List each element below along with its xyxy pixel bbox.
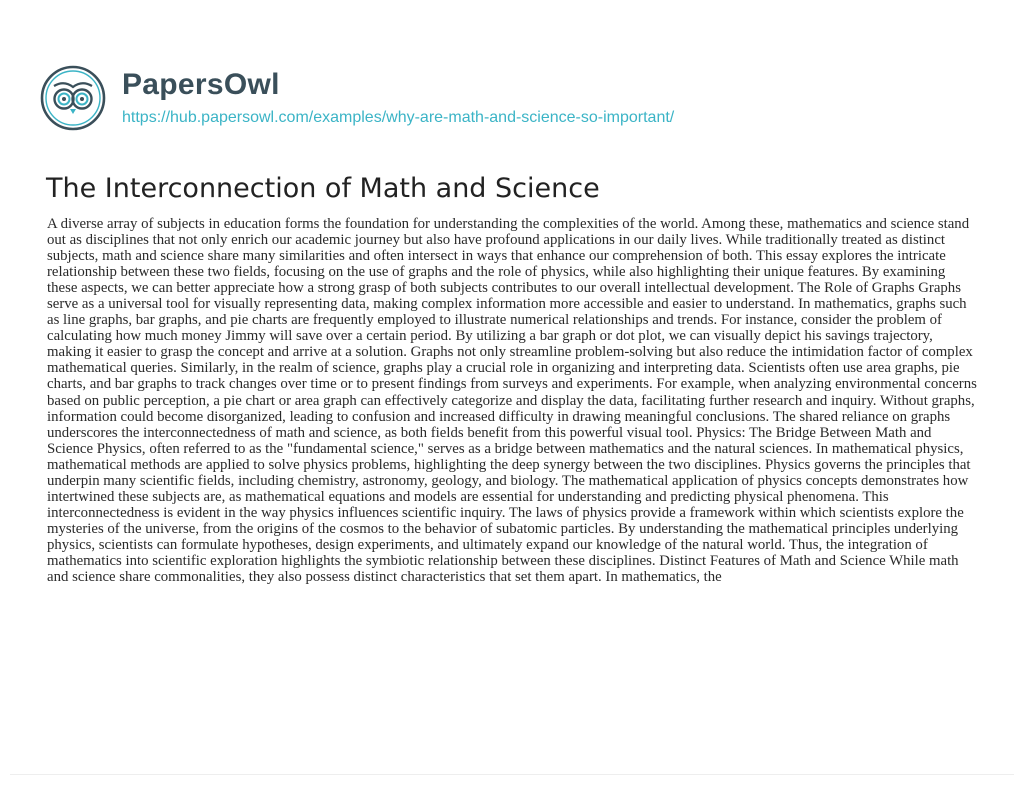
site-header bbox=[40, 53, 674, 143]
article-title: The Interconnection of Math and Science bbox=[46, 173, 600, 204]
brand-block bbox=[122, 67, 674, 129]
bottom-divider bbox=[10, 774, 1014, 775]
source-url-link[interactable]: https://hub.papersowl.com/examples/why-are-math-and-science-so-important/ bbox=[122, 109, 675, 126]
brand-name[interactable]: PapersOwl bbox=[122, 68, 280, 101]
owl-logo-icon bbox=[40, 65, 106, 131]
article-body: A diverse array of subjects in education forms the foundation for understanding the complexities of the world. Among these, mathematics and science stand out as disciplines that not only enrich our academic journey but also have profound applications in our daily lives. While traditionally treated as distinct subjects, math and science share many similarities and often intersect in ways that enhance our comprehension of both. This essay explores the intricate relationship between these two fields, focusing on the use of graphs and the role of physics, while also highlighting their unique features. By examining these aspects, we can better appreciate how a strong grasp of both subjects contributes to our overall intellectual development. The Role of Graphs Graphs serve as a universal tool for visually representing data, making complex information more accessible and easier to understand. In mathematics, graphs such as line graphs, bar graphs, and pie charts are frequently employed to illustrate numerical relationships and trends. For instance, consider the problem of calculating how much money Jimmy will save over a certain period. By utilizing a bar graph or dot plot, we can visually depict his savings trajectory, making it easier to grasp the concept and arrive at a solution. Graphs not only streamline problem-solving but also reduce the intimidation factor of complex mathematical queries. Similarly, in the realm of science, graphs play a crucial role in organizing and interpreting data. Scientists often use area graphs, pie charts, and bar graphs to track changes over time or to present findings from surveys and experiments. For example, when analyzing environmental concerns based on public perception, a pie chart or area graph can effectively categorize and display the data, facilitating further research and inquiry. Without graphs, information could become disorganized, leading to confusion and increased difficulty in drawing meaningful conclusions. The shared reliance on graphs underscores the interconnectedness of math and science, as both fields benefit from this powerful visual tool. Physics: The Bridge Between Math and Science Physics, often referred to as the "fundamental science," serves as a bridge between mathematics and the natural sciences. In mathematical physics, mathematical methods are applied to solve physics problems, highlighting the deep synergy between the two disciplines. Physics governs the principles that underpin many scientific fields, including chemistry, astronomy, geology, and biology. The mathematical application of physics concepts demonstrates how intertwined these subjects are, as mathematical equations and models are essential for understanding and predicting physical phenomena. This interconnectedness is evident in the way physics influences scientific inquiry. The laws of physics provide a framework within which scientists explore the mysteries of the universe, from the origins of the cosmos to the behavior of subatomic particles. By understanding the mathematical principles underlying physics, scientists can formulate hypotheses, design experiments, and ultimately expand our knowledge of the natural world. Thus, the integration of mathematics into scientific exploration highlights the symbiotic relationship between these disciplines. Distinct Features of Math and Science While math and science share commonalities, they also possess distinct characteristics that set them apart. In mathematics, the bbox=[47, 216, 977, 586]
